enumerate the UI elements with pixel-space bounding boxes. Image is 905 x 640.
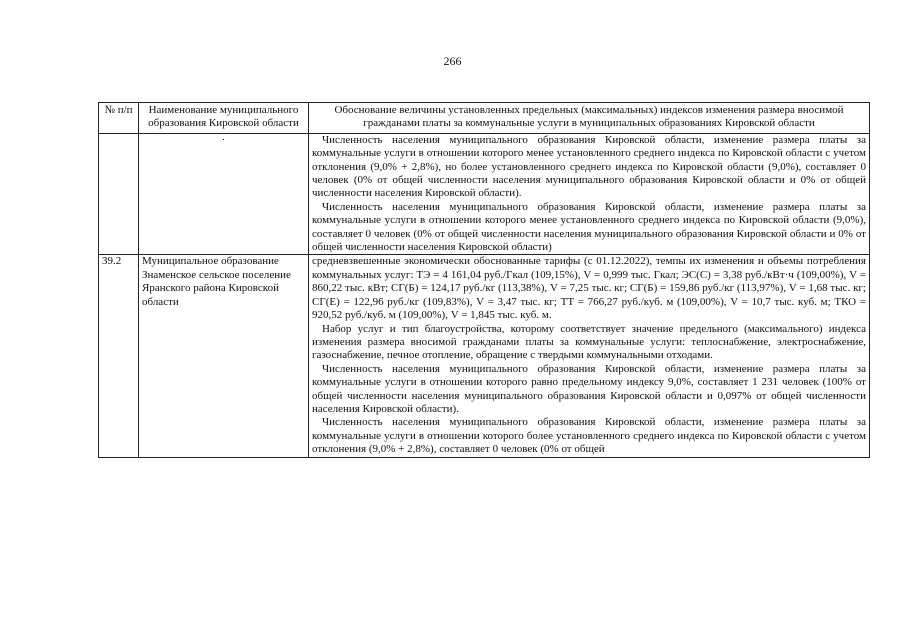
justification-cell (309, 255, 870, 457)
municipality-name-cell: Муниципальное образование Знаменское сельское поселение Яранского района Кировской области (139, 255, 309, 457)
justification-paragraph: средневзвешенные экономически обоснованные тарифы (с 01.12.2022), темпы их изменения и объемы потребления коммунальных услуг: ТЭ = 4 161,04 руб./Гкал (109,15%), V = 0,999 тыс. Гкал; ЭС(С) = 3,38 руб./кВт·ч (109,00%), V = 860,22 тыс. кВт; СГ(Б) = 124,17 руб./кг (113,38%), V = 7,25 тыс. кг; СГ(Б) = 159,86 руб./кг (113,97%), V = 1,68 тыс. кг; СГ(Е) = 122,96 руб./кг (109,83%), V = 3,47 тыс. кг; ТТ = 766,27 руб./куб. м (109,00%), V = 10,7 тыс. куб. м; ТКО = 920,52 руб./куб. м (109,00%), V = 1,845 тыс. куб. м. (312, 255, 866, 322)
justification-cell (309, 133, 870, 255)
justification-paragraph: Численность населения муниципального образования Кировской области, изменение размера платы за коммунальные услуги в отношении которого равно предельному индексу 9,0%, составляет 1 231 человек (100% от общей численности населения муниципального образования Кировской области и 0,097% от общей численности населения Кировской области). (312, 362, 866, 415)
header-justification: Обоснование величины установленных предельных (максимальных) индексов изменения размера вносимой гражданами платы за коммунальные услуги в муниципальных образованиях Кировской области (309, 103, 870, 134)
justification-paragraph: Численность населения муниципального образования Кировской области, изменение размера платы за коммунальные услуги в отношении которого менее установленного среднего индекса по Кировской области (9,0%), составляет 0 человек (0% от общей численности населения муниципального образования Кировской области и 0% от общей численности населения Кировской области) (312, 200, 866, 254)
municipality-name-cell: · (139, 133, 309, 255)
table-row (99, 133, 870, 255)
header-municipality: Наименование муниципального образования Кировской области (139, 103, 309, 134)
justification-paragraph: Набор услуг и тип благоустройства, которому соответствует значение предельного (максимального) индекса изменения размера вносимой гражданами платы за коммунальные услуги: теплоснабжение, электроснабжение, газоснабжение, печное отопление, обращение с твердыми коммунальными отходами. (312, 322, 866, 362)
index-table (98, 102, 870, 458)
page-number: 266 (443, 54, 462, 68)
row-number-cell: 39.2 (99, 255, 139, 457)
header-number: № п/п (99, 103, 139, 134)
justification-paragraph: Численность населения муниципального образования Кировской области, изменение размера платы за коммунальные услуги в отношении которого более установленного среднего индекса по Кировской области с учетом отклонения (9,0% + 2,8%), составляет 0 человек (0% от общей (312, 416, 866, 456)
row-number-cell (99, 133, 139, 255)
table-row (99, 255, 870, 457)
table-header-row (99, 103, 870, 134)
justification-paragraph: Численность населения муниципального образования Кировской области, изменение размера платы за коммунальные услуги в отношении которого менее установленного среднего индекса по Кировской области с учетом отклонения (9,0% + 2,8%), но более установленного среднего индекса по Кировской области (9,0%), составляет 0 человек (0% от общей численности населения муниципального образования Кировской области и 0% от общей численности населения Кировской области). (312, 133, 866, 200)
